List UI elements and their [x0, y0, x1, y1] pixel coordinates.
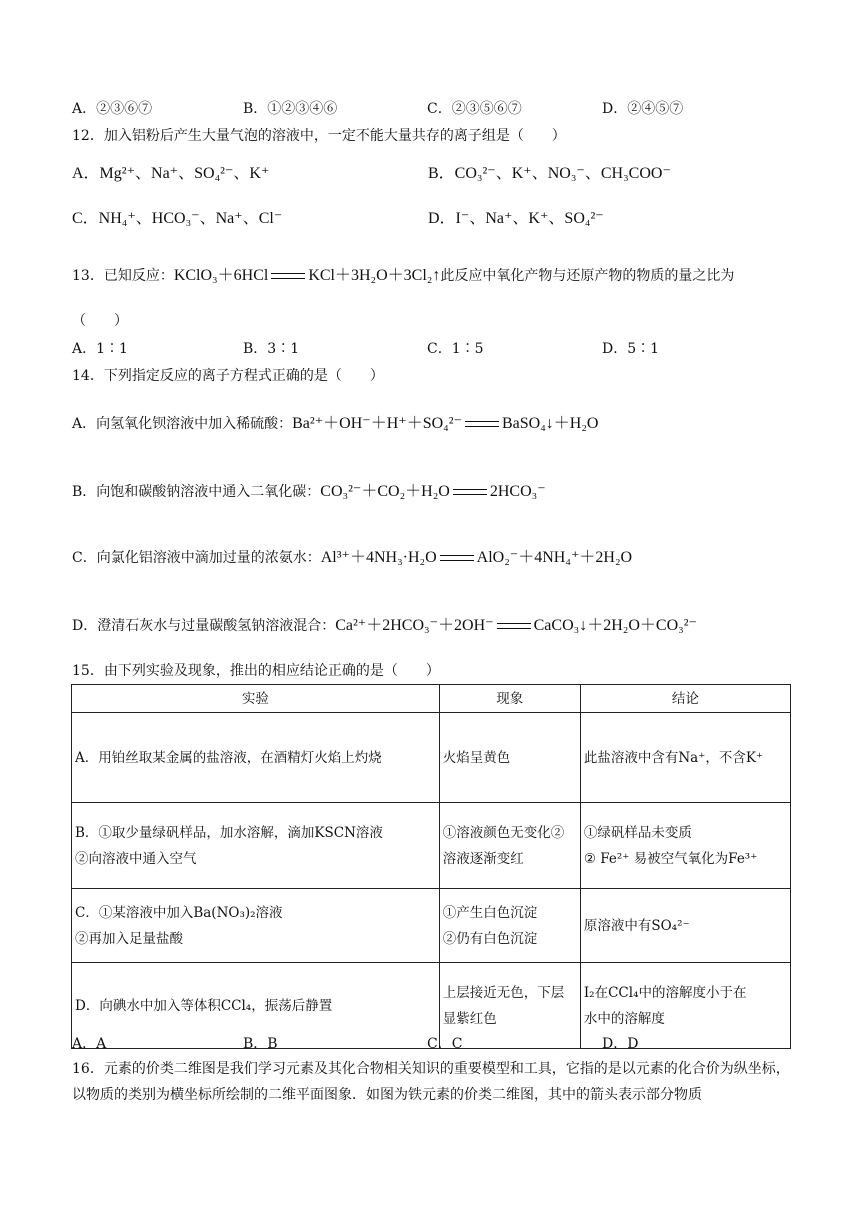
table-row	[72, 889, 791, 963]
equals-sign-icon	[465, 421, 499, 427]
q16-text: 16．元素的价类二维图是我们学习元素及其化合物相关知识的重要模型和工具，它指的是以元素的化合价为纵坐标，以物质的类别为横坐标所绘制的二维平面图象．如图为铁元素的价类二维图，其中的箭头表示部分物质	[72, 1061, 790, 1103]
cell-line: B．①取少量绿矾样品，加水溶解，滴加KSCN溶液	[75, 824, 383, 841]
q14-option-b-right: 2HCO₃⁻	[489, 483, 546, 500]
q12-option-c[interactable]: C．NH₄⁺、HCO₃⁻、Na⁺、Cl⁻	[72, 210, 283, 227]
q13-options	[72, 338, 792, 356]
q14-option-c-right: AlO₂⁻＋4NH₄⁺＋2H₂O	[476, 549, 633, 566]
q14-option-a-prefix: A．向氢氧化钡溶液中加入稀硫酸：	[72, 416, 293, 432]
q11-option-b[interactable]: B．①②③④⑥	[243, 101, 338, 117]
q14-option-c-left: Al³⁺＋4NH₃·H₂O	[320, 549, 437, 566]
header-experiment: 实验	[72, 685, 440, 713]
header-phenomenon: 现象	[439, 685, 580, 713]
table-header-row	[72, 685, 791, 713]
cell-line: ②向溶液中通入空气	[75, 850, 197, 867]
q14-option-d[interactable]	[72, 612, 697, 635]
q13-stem-prefix: 13．已知反应：	[72, 268, 174, 284]
cell-line: ①产生白色沉淀	[442, 904, 538, 921]
q13-option-d[interactable]: D．5∶1	[602, 341, 660, 357]
table-cell-experiment	[72, 889, 440, 963]
table-row	[72, 713, 791, 803]
cell-line: 此盐溶液中含有Na⁺，不含K⁺	[583, 749, 764, 766]
q14-stem: 14．下列指定反应的离子方程式正确的是（ ）	[72, 368, 384, 384]
q11-options	[72, 98, 792, 116]
q15-option-a[interactable]: A．A	[72, 1036, 107, 1052]
q13-paren: （ ）	[72, 313, 128, 329]
cell-line: ②仍有白色沉淀	[442, 930, 538, 947]
q12-option-b[interactable]: B．CO₃²⁻、K⁺、NO₃⁻、CH₃COO⁻	[428, 165, 671, 182]
cell-line: D．向碘水中加入等体积CCl₄，振荡后静置	[75, 997, 333, 1014]
q14-option-a-right: BaSO₄↓＋H₂O	[501, 415, 599, 432]
q13-stem-suffix: 此反应中氧化产物与还原产物的物质的量之比为	[440, 268, 735, 284]
q14-option-b-left: CO₃²⁻＋CO₂＋H₂O	[320, 483, 450, 500]
cell-line: A．用铂丝取某金属的盐溶液，在酒精灯火焰上灼烧	[75, 749, 382, 766]
table-cell-phenomenon	[439, 713, 580, 803]
q11-option-a[interactable]: A．②③⑥⑦	[72, 101, 153, 117]
q14-option-b-prefix: B．向饱和碳酸钠溶液中通入二氧化碳：	[72, 484, 321, 500]
q12-option-a[interactable]: A．Mg²⁺、Na⁺、SO₄²⁻、K⁺	[72, 165, 270, 182]
q13-option-b[interactable]: B．3∶1	[243, 341, 300, 357]
cell-line: 水中的溶解度	[583, 1010, 665, 1027]
q13-stem	[72, 262, 734, 285]
q14-option-a[interactable]	[72, 410, 598, 433]
table-cell-conclusion	[580, 889, 790, 963]
table-cell-conclusion	[580, 803, 790, 889]
q12-stem: 12．加入铝粉后产生大量气泡的溶液中，一定不能大量共存的离子组是（ ）	[72, 128, 566, 144]
q13-equation-left: KClO₃＋6HCl	[173, 267, 269, 284]
equals-sign-icon	[271, 273, 305, 279]
q14-option-d-prefix: D．澄清石灰水与过量碳酸氢钠溶液混合：	[72, 618, 336, 634]
cell-line: ②再加入足量盐酸	[75, 930, 183, 947]
q13-option-c[interactable]: C．1∶5	[427, 341, 484, 357]
q15-option-c[interactable]: C．C	[427, 1036, 463, 1052]
q14-option-d-left: Ca²⁺＋2HCO₃⁻＋2OH⁻	[335, 617, 494, 634]
equals-sign-icon	[440, 555, 474, 561]
q14-option-d-right: CaCO₃↓＋2H₂O＋CO₃²⁻	[533, 617, 697, 634]
equals-sign-icon	[497, 623, 531, 629]
experiment-table	[71, 684, 791, 1049]
q14-option-c-prefix: C．向氯化铝溶液中滴加过量的浓氨水：	[72, 550, 321, 566]
q14-option-c[interactable]	[72, 544, 632, 567]
q15-option-b[interactable]: B．B	[243, 1036, 278, 1052]
cell-line: ①溶液颜色无变化②	[442, 824, 565, 841]
table-row	[72, 803, 791, 889]
q14-option-a-left: Ba²⁺＋OH⁻＋H⁺＋SO₄²⁻	[292, 415, 462, 432]
q13-option-a[interactable]: A．1∶1	[72, 341, 128, 357]
q15-stem: 15．由下列实验及现象，推出的相应结论正确的是（ ）	[72, 663, 440, 679]
cell-line: I₂在CCl₄中的溶解度小于在	[583, 984, 747, 1001]
cell-line: ② Fe²⁺ 易被空气氧化为Fe³⁺	[583, 850, 758, 867]
q11-option-d[interactable]: D．②④⑤⑦	[602, 101, 684, 117]
table-cell-conclusion	[580, 713, 790, 803]
table-cell-phenomenon	[439, 889, 580, 963]
table-cell-experiment	[72, 713, 440, 803]
cell-line: 溶液逐渐变红	[442, 850, 524, 867]
table-cell-phenomenon	[439, 803, 580, 889]
cell-line: 火焰呈黄色	[442, 749, 511, 766]
q15-option-d[interactable]: D．D	[602, 1036, 639, 1052]
cell-line: 原溶液中有SO₄²⁻	[583, 917, 690, 934]
cell-line: 上层接近无色，下层	[442, 984, 565, 1001]
q15-options	[72, 1033, 792, 1051]
cell-line: ①绿矾样品未变质	[583, 824, 692, 841]
q12-option-d[interactable]: D．I⁻、Na⁺、K⁺、SO₄²⁻	[428, 210, 604, 227]
equals-sign-icon	[453, 489, 487, 495]
header-conclusion: 结论	[580, 685, 790, 713]
q14-option-b[interactable]	[72, 478, 546, 501]
table-cell-experiment	[72, 803, 440, 889]
q11-option-c[interactable]: C．②③⑤⑥⑦	[427, 101, 522, 117]
cell-line: C．①某溶液中加入Ba(NO₃)₂溶液	[75, 904, 283, 921]
q13-equation-right: KCl＋3H₂O＋3Cl₂↑	[308, 267, 441, 284]
cell-line: 显紫红色	[442, 1010, 497, 1027]
